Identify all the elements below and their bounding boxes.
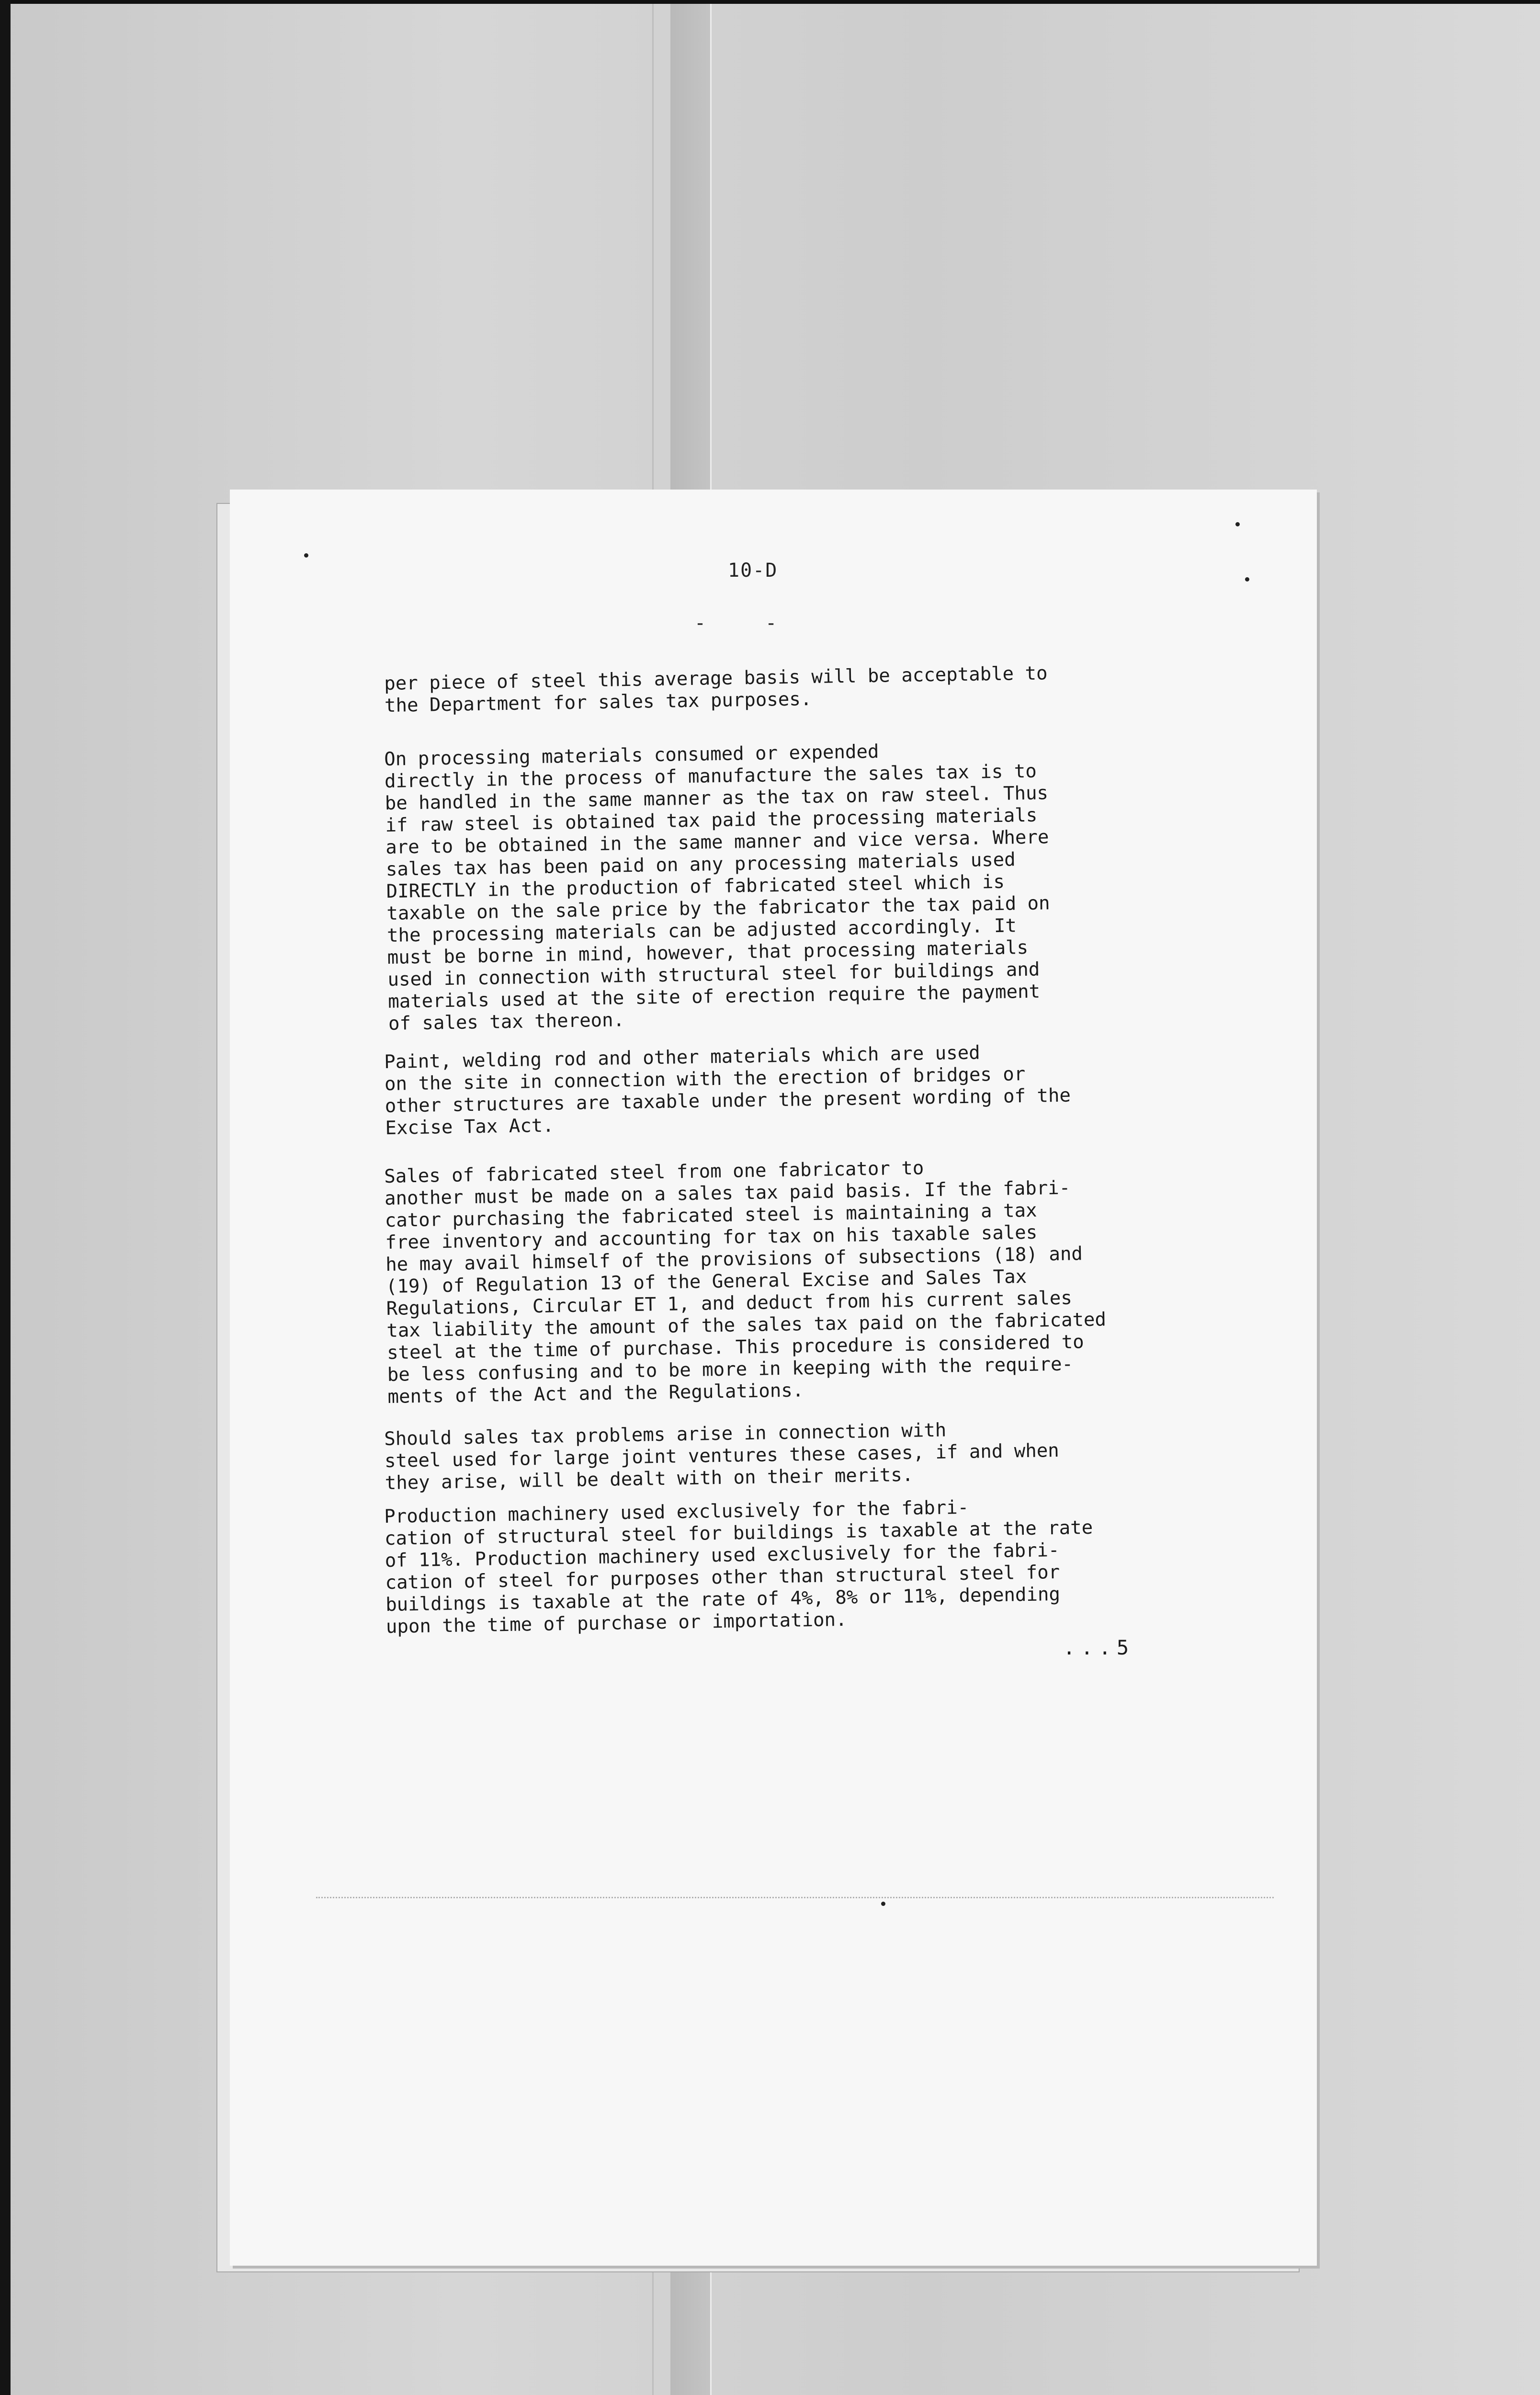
page-header: 10-D <box>728 559 778 582</box>
continuation-marker: ...5 <box>1063 1636 1135 1659</box>
body-paragraph: On processing materials consumed or expended directly in the process of manufacture the sales tax is to be handled in the same manner as the tax on raw steel. Thus if raw steel is obtained tax paid the processing materials are to be obtained in the same manner and vice versa. Where sales tax has been paid on any processing materials used DIRECTLY in the production of fabricated steel which is taxable on the sale price by the fabricator the tax paid on the processing materials can be adjusted accordingly. It must be borne in mind, however, that processing materials used in connection with structural steel for buildings and materials used at the site of erection require the payment of sales tax thereon. <box>384 741 1050 1035</box>
scan-speck <box>881 1902 885 1906</box>
body-paragraph: Paint, welding rod and other materials which are used on the site in connection with the erection of bridges or other structures are taxable under the present wording of the Excise Tax Act. <box>384 1042 1071 1139</box>
body-paragraph: per piece of steel this average basis will be acceptable to the Department for sales tax purposes. <box>384 662 1048 717</box>
scan-edge <box>0 0 11 2395</box>
scan-edge <box>0 0 1540 4</box>
scan-speck <box>1235 522 1240 526</box>
body-paragraph: Production machinery used exclusively for the fabri- cation of structural steel for buildings is taxable at the rate of 11%. Production machinery used exclusively for the fabri- cation of steel for purposes other than structural steel for buildings is taxable at the rate of 4%, 8% or 11%, depending upon the time of purchase or importation. <box>384 1496 1093 1638</box>
scan-speck <box>1245 577 1249 582</box>
faint-rule <box>316 1897 1274 1900</box>
body-paragraph: Sales of fabricated steel from one fabricator to another must be made on a sales tax paid basis. If the fabri- cator purchasing the fabricated steel is maintaining a tax free inventory and accounting for tax on his taxable sales he may avail himself of the provisions of subsections (18) and (19) of Regulation 13 of the General Excise and Sales Tax Regulations, Circular ET 1, and deduct from his current sales tax liability the amount of the sales tax paid on the fabricated steel at the time of purchase. This procedure is considered to be less confusing and to be more in keeping with the require- ments of the Act and the Regulations. <box>384 1157 1107 1408</box>
scan-speck <box>304 553 308 558</box>
page-subheader: - - <box>694 612 801 634</box>
body-paragraph: Should sales tax problems arise in connection with steel used for large joint ventures these cases, if and when they arise, will be dealt with on their merits. <box>384 1419 1060 1494</box>
